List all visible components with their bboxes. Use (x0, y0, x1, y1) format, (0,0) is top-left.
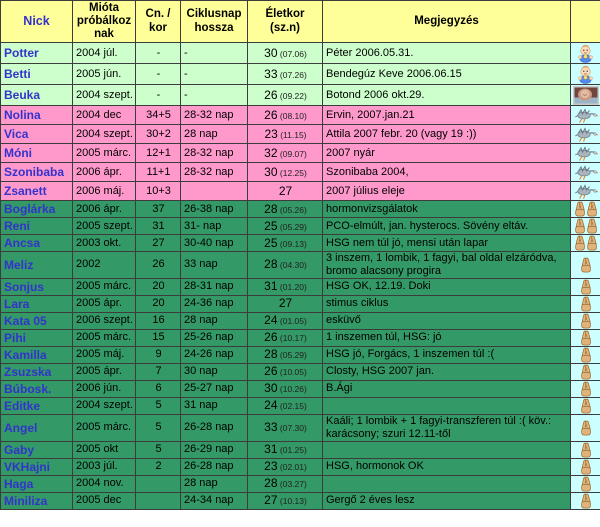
since-cell: 2005 dec (73, 492, 136, 509)
status-icon-cell (571, 64, 600, 85)
table-row (1, 414, 600, 441)
age-value: 30 (264, 45, 278, 60)
cycle-length-cell: 24-26 nap (181, 346, 248, 363)
fingers-crossed-icon (574, 220, 586, 232)
table-row (1, 329, 600, 346)
age-birthday: (11.15) (277, 129, 307, 140)
table-row (1, 278, 600, 295)
cycle-length-cell: 31 nap (181, 397, 248, 414)
status-icon-cell (571, 295, 600, 312)
table-row (1, 397, 600, 414)
nick-cell: Sonjus (1, 278, 73, 295)
cycle-length-cell: 24-36 nap (181, 295, 248, 312)
age-value: 24 (264, 398, 278, 413)
baby-icon (577, 68, 594, 80)
status-icon-cell (571, 182, 600, 201)
table-row (1, 295, 600, 312)
since-cell: 2005 márc. (73, 144, 136, 163)
nick-cell: Betti (1, 64, 73, 85)
table-body (1, 43, 600, 510)
table-row (1, 144, 600, 163)
note-cell: Ervin, 2007.jan.21 (323, 106, 571, 125)
age-birthday: (07.26) (277, 69, 307, 80)
nick-cell: Ancsa (1, 235, 73, 252)
cycle-day-cell: 5 (136, 441, 181, 458)
since-cell: 2004 szept. (73, 397, 136, 414)
cycle-length-cell: 28 nap (181, 475, 248, 492)
fingers-crossed-icon (580, 495, 592, 507)
age-cell (248, 106, 323, 125)
since-cell: 2006 jún. (73, 380, 136, 397)
cycle-day-cell: - (136, 64, 181, 85)
fingers-crossed-icon (574, 203, 586, 215)
nick-cell: Vica (1, 125, 73, 144)
note-cell: B.Ági (323, 380, 571, 397)
cycle-day-cell: 5 (136, 397, 181, 414)
since-cell: 2005 okt (73, 441, 136, 458)
cycle-day-cell: 5 (136, 414, 181, 441)
status-icon-cell (571, 106, 600, 125)
since-cell: 2002 (73, 252, 136, 279)
cycle-length-cell (181, 182, 248, 201)
note-cell: stimus ciklus (323, 295, 571, 312)
cycle-length-cell: 30-40 nap (181, 235, 248, 252)
fingers-crossed-icon (580, 366, 592, 378)
note-cell: PCO-elmúlt, jan. hysterocs. Sövény eltáv. (323, 218, 571, 235)
since-cell: 2006 máj. (73, 182, 136, 201)
cycle-length-cell: 26-28 nap (181, 414, 248, 441)
since-cell: 2005 máj. (73, 346, 136, 363)
cycle-length-cell: 33 nap (181, 252, 248, 279)
note-cell: HSG, hormonok OK (323, 458, 571, 475)
cycle-day-cell: 15 (136, 329, 181, 346)
status-icon-cell (571, 492, 600, 509)
age-birthday: (01.05) (277, 316, 307, 327)
table-row (1, 252, 600, 279)
age-value: 28 (264, 347, 278, 362)
age-birthday: (07.30) (277, 423, 307, 434)
age-value: 27 (278, 183, 293, 198)
note-cell: HSG nem túl jó, mensi után lapar (323, 235, 571, 252)
table-row (1, 125, 600, 144)
nick-cell: Móni (1, 144, 73, 163)
nick-cell: Haga (1, 475, 73, 492)
note-cell: 2007 nyár (323, 144, 571, 163)
age-birthday: (04.30) (277, 260, 307, 271)
cycle-length-cell: - (181, 85, 248, 106)
age-value: 33 (264, 420, 278, 435)
age-birthday: (08.10) (277, 110, 307, 121)
age-value: 30 (264, 164, 278, 179)
age-cell (248, 252, 323, 279)
table-row (1, 346, 600, 363)
age-value: 31 (264, 279, 278, 294)
fingers-crossed-icon (580, 281, 592, 293)
nick-cell: Angel (1, 414, 73, 441)
nick-cell: Beuka (1, 85, 73, 106)
since-cell: 2004 szept. (73, 125, 136, 144)
status-icon-cell (571, 43, 600, 64)
nick-cell: Kamilla (1, 346, 73, 363)
age-birthday: (01.20) (277, 282, 307, 293)
status-icon-cell (571, 144, 600, 163)
status-icon-cell (571, 380, 600, 397)
cycle-day-cell: 27 (136, 235, 181, 252)
age-cell (248, 163, 323, 182)
nick-cell: Szonibaba (1, 163, 73, 182)
note-cell: Bendegúz Keve 2006.06.15 (323, 64, 571, 85)
cycle-length-cell: 31- nap (181, 218, 248, 235)
cycle-day-cell: 11+1 (136, 163, 181, 182)
cycle-day-cell (136, 475, 181, 492)
cycle-day-cell: 34+5 (136, 106, 181, 125)
table-row (1, 64, 600, 85)
age-value: 26 (264, 330, 278, 345)
cycle-day-cell: 10+3 (136, 182, 181, 201)
age-birthday: (05.29) (277, 221, 307, 232)
age-birthday: (09.13) (277, 238, 307, 249)
fingers-crossed-icon (586, 220, 598, 232)
table-row (1, 312, 600, 329)
age-birthday: (10.05) (277, 367, 307, 378)
age-birthday: (10.17) (277, 333, 307, 344)
table-row (1, 458, 600, 475)
cycle-day-cell: 6 (136, 380, 181, 397)
cycle-length-cell: 28-31 nap (181, 278, 248, 295)
column-header-age: Életkor (sz.n) (248, 1, 323, 43)
nick-cell: Gaby (1, 441, 73, 458)
note-cell: hormonvizsgálatok (323, 201, 571, 218)
column-header-cycle: Ciklusnap hossza (181, 1, 248, 43)
cycle-day-cell: - (136, 85, 181, 106)
note-cell: Szonibaba 2004, (323, 163, 571, 182)
age-cell (248, 43, 323, 64)
note-cell (323, 475, 571, 492)
since-cell: 2005 szept. (73, 218, 136, 235)
table-row (1, 218, 600, 235)
cycle-length-cell: 26-29 nap (181, 441, 248, 458)
nick-cell: Meliz (1, 252, 73, 279)
age-birthday: (10.13) (277, 496, 307, 507)
age-value: 33 (264, 66, 278, 81)
column-header-since: Mióta próbálkoz nak (73, 1, 136, 43)
fingers-crossed-icon (580, 349, 592, 361)
nick-cell: Nolina (1, 106, 73, 125)
nick-cell: Editke (1, 397, 73, 414)
age-birthday: (01.25) (277, 445, 307, 456)
cycle-length-cell: - (181, 43, 248, 64)
nick-cell: Reni (1, 218, 73, 235)
note-cell (323, 441, 571, 458)
table-row (1, 163, 600, 182)
since-cell: 2005 márc. (73, 414, 136, 441)
age-value: 26 (264, 107, 278, 122)
age-cell (248, 458, 323, 475)
fingers-crossed-icon (580, 332, 592, 344)
fingers-crossed-icon (574, 237, 586, 249)
note-cell: Closty, HSG 2007 jan. (323, 363, 571, 380)
status-icon-cell (571, 312, 600, 329)
note-cell: HSG jó, Forgács, 1 inszemen túl :( (323, 346, 571, 363)
age-cell (248, 235, 323, 252)
status-icon-cell (571, 163, 600, 182)
status-icon-cell (571, 475, 600, 492)
age-cell (248, 182, 323, 201)
since-cell: 2006 ápr. (73, 201, 136, 218)
age-value: 26 (264, 87, 278, 102)
age-value: 27 (278, 296, 293, 311)
nick-cell: Zsuzska (1, 363, 73, 380)
note-cell: esküvő (323, 312, 571, 329)
since-cell: 2004 nov. (73, 475, 136, 492)
stork-icon (574, 109, 598, 121)
cycle-length-cell: 30 nap (181, 363, 248, 380)
age-birthday: (02.01) (277, 462, 307, 473)
stork-icon (574, 128, 598, 140)
age-value: 26 (264, 364, 278, 379)
age-cell (248, 363, 323, 380)
age-birthday: (05.26) (277, 204, 307, 215)
cycle-length-cell: 28-32 nap (181, 144, 248, 163)
stork-icon (574, 185, 598, 197)
cycle-length-cell: 24-34 nap (181, 492, 248, 509)
since-cell: 2005 ápr. (73, 295, 136, 312)
status-icon-cell (571, 278, 600, 295)
nick-cell: Pihi (1, 329, 73, 346)
since-cell: 2003 júl. (73, 458, 136, 475)
since-cell: 2006 szept. (73, 312, 136, 329)
column-header-nick: Nick (1, 1, 73, 43)
age-value: 28 (264, 257, 278, 272)
table-row (1, 380, 600, 397)
status-icon-cell (571, 458, 600, 475)
status-icon-cell (571, 235, 600, 252)
table-row (1, 235, 600, 252)
since-cell: 2003 okt. (73, 235, 136, 252)
fingers-crossed-icon (586, 237, 598, 249)
status-icon-cell (571, 252, 600, 279)
note-cell: Péter 2006.05.31. (323, 43, 571, 64)
age-value: 25 (264, 218, 278, 233)
cycle-length-cell: 26-38 nap (181, 201, 248, 218)
cycle-day-cell: 16 (136, 312, 181, 329)
age-birthday: (05.29) (277, 350, 307, 361)
age-birthday: (07.06) (277, 48, 307, 59)
column-header-icon (571, 1, 600, 43)
status-icon-cell (571, 346, 600, 363)
cycle-length-cell: 28 nap (181, 125, 248, 144)
cycle-day-cell: 20 (136, 295, 181, 312)
stork-icon (574, 147, 598, 159)
status-icon-cell (571, 397, 600, 414)
age-cell (248, 397, 323, 414)
cycle-day-cell: 26 (136, 252, 181, 279)
age-value: 27 (264, 493, 278, 508)
age-cell (248, 441, 323, 458)
status-icon-cell (571, 125, 600, 144)
fingers-crossed-icon (580, 383, 592, 395)
age-value: 28 (264, 476, 278, 491)
age-value: 24 (264, 313, 278, 328)
table-row (1, 441, 600, 458)
age-cell (248, 201, 323, 218)
status-icon-cell (571, 441, 600, 458)
table-row (1, 363, 600, 380)
table-row (1, 492, 600, 509)
since-cell: 2005 ápr. (73, 363, 136, 380)
nick-cell: Kata 05 (1, 312, 73, 329)
cycle-day-cell: 2 (136, 458, 181, 475)
fingers-crossed-icon (586, 203, 598, 215)
nick-cell: Lara (1, 295, 73, 312)
note-cell: 2007 július eleje (323, 182, 571, 201)
note-cell: Attila 2007 febr. 20 (vagy 19 :)) (323, 125, 571, 144)
header-row (1, 1, 600, 43)
cycle-length-cell: 25-27 nap (181, 380, 248, 397)
status-icon-cell (571, 201, 600, 218)
fingers-crossed-icon (580, 422, 592, 434)
age-cell (248, 329, 323, 346)
nick-cell: Zsanett (1, 182, 73, 201)
cycle-length-cell: 28-32 nap (181, 163, 248, 182)
nick-cell: Potter (1, 43, 73, 64)
cycle-day-cell (136, 492, 181, 509)
age-birthday: (12.25) (277, 167, 307, 178)
fingers-crossed-icon (580, 400, 592, 412)
cycle-day-cell: 31 (136, 218, 181, 235)
table-row (1, 43, 600, 64)
baby-photo-icon (573, 89, 599, 101)
age-cell (248, 144, 323, 163)
age-birthday: (03.27) (277, 479, 307, 490)
age-cell (248, 64, 323, 85)
age-value: 23 (264, 126, 278, 141)
age-birthday: (10.26) (277, 384, 307, 395)
cycle-day-cell: 9 (136, 346, 181, 363)
age-cell (248, 278, 323, 295)
table-row (1, 106, 600, 125)
cycle-day-cell: 7 (136, 363, 181, 380)
cycle-day-cell: 20 (136, 278, 181, 295)
status-icon-cell (571, 363, 600, 380)
since-cell: 2006 ápr. (73, 163, 136, 182)
table-row (1, 182, 600, 201)
age-cell (248, 492, 323, 509)
age-birthday: (09.22) (277, 90, 307, 101)
note-cell: Botond 2006 okt.29. (323, 85, 571, 106)
note-cell: 3 inszem, 1 lombik, 1 fagyi, bal oldal elzáródva, bromo alacsony progira (323, 252, 571, 279)
status-icon-cell (571, 218, 600, 235)
fingers-crossed-icon (580, 259, 592, 271)
since-cell: 2004 dec (73, 106, 136, 125)
fingers-crossed-icon (580, 444, 592, 456)
status-icon-cell (571, 329, 600, 346)
cycle-length-cell: 28 nap (181, 312, 248, 329)
age-value: 30 (264, 381, 278, 396)
fingers-crossed-icon (580, 315, 592, 327)
note-cell: 1 inszemen túl, HSG: jó (323, 329, 571, 346)
note-cell (323, 397, 571, 414)
nick-cell: Miniliza (1, 492, 73, 509)
nick-cell: Boglárka (1, 201, 73, 218)
cycle-length-cell: 26-28 nap (181, 458, 248, 475)
status-icon-cell (571, 85, 600, 106)
age-value: 31 (264, 442, 278, 457)
cycle-day-cell: - (136, 43, 181, 64)
age-cell (248, 414, 323, 441)
since-cell: 2004 júl. (73, 43, 136, 64)
column-header-note: Megjegyzés (323, 1, 571, 43)
note-cell: HSG OK, 12.19. Doki (323, 278, 571, 295)
table-row (1, 85, 600, 106)
fingers-crossed-icon (580, 461, 592, 473)
status-icon-cell (571, 414, 600, 441)
age-value: 32 (264, 145, 278, 160)
note-cell: Kaáli; 1 lombik + 1 fagyi-transzferen túl :( köv.: karácsony; szuri 12.11-től (323, 414, 571, 441)
column-header-cn: Cn. / kor (136, 1, 181, 43)
since-cell: 2005 márc. (73, 329, 136, 346)
age-cell (248, 295, 323, 312)
cycle-length-cell: 28-32 nap (181, 106, 248, 125)
nick-cell: Búbosk. (1, 380, 73, 397)
age-value: 25 (264, 235, 278, 250)
age-cell (248, 346, 323, 363)
baby-icon (577, 47, 594, 59)
age-cell (248, 475, 323, 492)
since-cell: 2005 jún. (73, 64, 136, 85)
table-row (1, 201, 600, 218)
cycle-length-cell: 25-26 nap (181, 329, 248, 346)
age-cell (248, 312, 323, 329)
cycle-length-cell: - (181, 64, 248, 85)
age-cell (248, 85, 323, 106)
cycle-day-cell: 30+2 (136, 125, 181, 144)
age-cell (248, 125, 323, 144)
fingers-crossed-icon (580, 298, 592, 310)
cycle-day-cell: 37 (136, 201, 181, 218)
stork-icon (574, 166, 598, 178)
age-birthday: (09.07) (277, 148, 307, 159)
age-cell (248, 218, 323, 235)
age-cell (248, 380, 323, 397)
fingers-crossed-icon (580, 478, 592, 490)
cycle-day-cell: 12+1 (136, 144, 181, 163)
note-cell: Gergő 2 éves lesz (323, 492, 571, 509)
since-cell: 2004 szept. (73, 85, 136, 106)
table-row (1, 475, 600, 492)
since-cell: 2005 márc. (73, 278, 136, 295)
nick-cell: VKHajni (1, 458, 73, 475)
age-birthday: (02.15) (277, 401, 307, 412)
age-value: 28 (264, 201, 278, 216)
age-value: 23 (264, 459, 278, 474)
